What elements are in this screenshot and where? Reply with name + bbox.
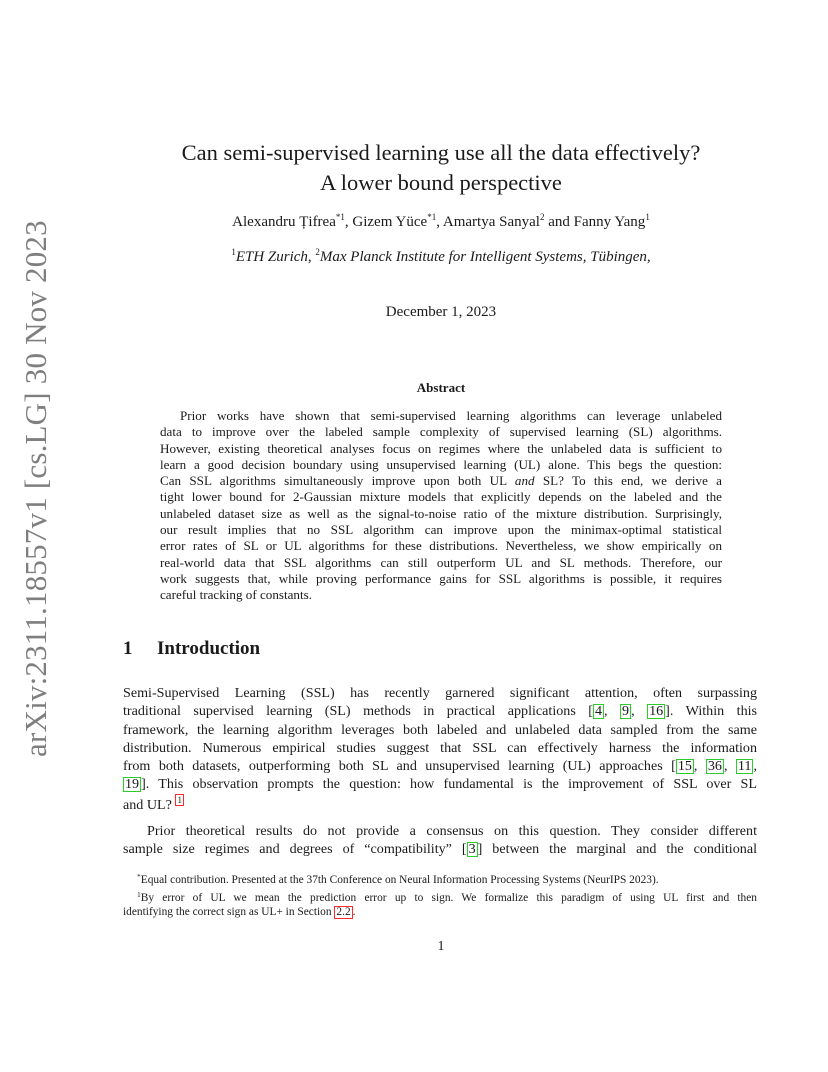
body-text: traditional supervised learning (SL) methods in practical applications [ (123, 703, 593, 720)
section-number: 1 (123, 638, 133, 659)
author-name: Gizem Yüce (352, 214, 428, 230)
body-line: distribution. Numerous empirical studies suggest that SSL can effectively harness the information (123, 739, 757, 756)
abstract-line: careful tracking of constants. (160, 587, 312, 603)
abstract-line: data to improve over the labeled sample complexity of supervised learning (SL) algorithms. (160, 424, 722, 440)
citation-link[interactable]: 3 (468, 841, 476, 858)
footnote-text: identifying the correct sign as UL+ in Section (123, 906, 335, 918)
title-line-2: A lower bound perspective (320, 170, 562, 195)
abstract-line: unlabeled dataset size as well as the signal-to-noise ratio of the mixture distribution. Surprisingly, (160, 505, 722, 521)
body-text: ]. This observation prompts the question: how fundamental is the improvement of SSL over SL (141, 776, 757, 793)
section-heading (123, 638, 260, 660)
body-text: from both datasets, outperforming both SL and unsupervised learning (UL) approaches [ (123, 758, 676, 775)
citation-separator: , (604, 703, 621, 720)
abstract-text: SL? To this end, we derive a (534, 473, 722, 489)
citation-link[interactable]: 4 (594, 703, 603, 720)
abstract-line: real-world data that SSL algorithms can still outperform UL and SL methods. Therefore, our (160, 554, 722, 570)
abstract-line: work suggests that, while proving performance gains for SSL algorithms is possible, it requires (160, 570, 722, 586)
citation-link[interactable]: 16 (649, 703, 664, 720)
body-line (123, 757, 757, 775)
citation-link[interactable]: 11 (737, 758, 752, 775)
arxiv-identifier: arXiv:2311.18557v1 [cs.LG] 30 Nov 2023 (18, 220, 53, 757)
citation-link[interactable]: 9 (622, 703, 630, 720)
footnote-mark: * (137, 872, 141, 881)
author-name: Alexandru Țifrea (232, 214, 336, 230)
body-text: , (753, 758, 758, 775)
footnote-line (123, 888, 757, 906)
citation-link[interactable]: 15 (677, 758, 692, 775)
title-line-1: Can semi-supervised learning use all the data effectively? (181, 140, 701, 165)
body-text: and UL? (123, 796, 176, 813)
affiliation-mark: 1 (231, 247, 236, 257)
body-line: Prior theoretical results do not provide a consensus on this question. They consider different (147, 823, 757, 839)
citation-link[interactable]: 19 (125, 776, 140, 793)
section-title: Introduction (157, 638, 261, 659)
author-name: Amartya Sanyal (442, 214, 540, 230)
footnotes (123, 870, 757, 920)
citation-separator: , (693, 758, 706, 775)
footnote-text: . (352, 906, 356, 918)
abstract-line: our result implies that no SSL algorithm can improve upon the minimax-optimal statistical (160, 522, 722, 538)
author-separator: , (344, 214, 353, 230)
author-mark: *1 (335, 212, 345, 222)
footnote-line (123, 870, 757, 888)
footnote-text: By error of UL we mean the prediction error up to sign. We formalize this paradigm of using UL first and then (140, 891, 757, 904)
citation-link[interactable]: 36 (707, 758, 722, 775)
abstract-emphasis: and (514, 473, 535, 489)
abstract-line: Prior works have shown that semi-supervised learning algorithms can leverage unlabeled (180, 408, 722, 423)
author-name: Fanny Yang (573, 214, 646, 230)
section-link[interactable]: 2.2 (336, 906, 351, 918)
intro-paragraph-1 (123, 684, 757, 814)
abstract-line: error rates of SL or UL algorithms for these distributions. Nevertheless, we show empirically on (160, 538, 722, 554)
author-separator: , (436, 214, 443, 230)
abstract-line: learn a good decision boundary using unsupervised learning (UL) alone. This begs the question: (160, 456, 722, 472)
abstract-line: tight lower bound for 2-Gaussian mixture models that explicitly depends on the labeled and the (160, 489, 722, 505)
paper-title (140, 138, 742, 198)
intro-paragraph-2 (123, 822, 757, 859)
author-mark: 1 (645, 212, 650, 222)
body-text: ]. Within this (665, 703, 758, 720)
affiliation-text: ETH Zurich, (235, 249, 316, 265)
affiliations (140, 247, 742, 266)
affiliation-mark: 2 (315, 247, 320, 257)
affiliation-text: Max Planck Institute for Intelligent Systems, Tübingen, (319, 249, 651, 265)
citation-separator: , (631, 703, 648, 720)
footnote-text: Equal contribution. Presented at the 37th Conference on Neural Information Processing Systems (NeurIPS 2023). (140, 874, 659, 886)
body-line (123, 775, 757, 793)
citation-separator: , (723, 758, 736, 775)
author-mark: *1 (427, 212, 437, 222)
publication-date: December 1, 2023 (385, 304, 497, 320)
abstract-line: However, existing theoretical analyses focus on regimes where the unlabeled data is sufficient to (160, 440, 722, 456)
body-text: sample size regimes and degrees of “compatibility” [ (123, 841, 467, 858)
body-line (123, 840, 757, 858)
abstract-body (160, 408, 722, 604)
author-mark: 2 (539, 212, 545, 222)
abstract-text: Can SSL algorithms simultaneously improve upon both UL (160, 473, 515, 489)
abstract-line (160, 473, 722, 489)
body-line (123, 702, 757, 720)
footnote-line (123, 905, 757, 920)
author-list (140, 212, 742, 231)
footnote-link[interactable]: 1 (177, 794, 182, 805)
abstract-heading: Abstract (416, 380, 466, 395)
body-line (123, 794, 757, 814)
page-number: 1 (437, 939, 445, 954)
body-line: framework, the learning algorithm leverages both labeled and unlabeled data sampled from the same (123, 721, 757, 738)
body-text: ] between the marginal and the conditional (477, 841, 757, 858)
footnote-mark: 1 (137, 889, 141, 899)
author-separator: and (544, 214, 574, 230)
body-line: Semi-Supervised Learning (SSL) has recently garnered significant attention, often surpassing (123, 685, 757, 701)
